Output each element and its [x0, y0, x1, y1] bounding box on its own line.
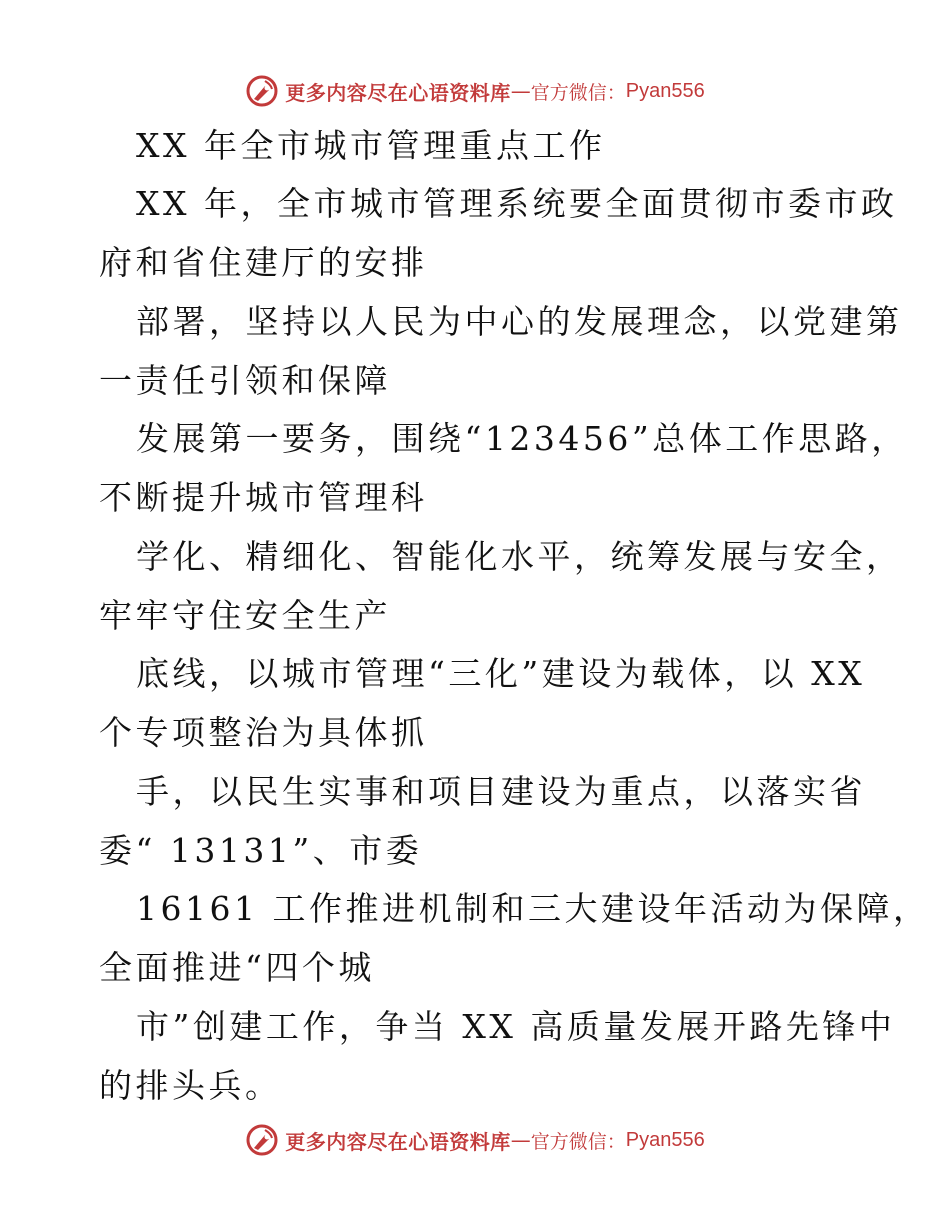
wechat-id: Pyan556: [625, 1128, 705, 1151]
paragraph-line: 的排头兵。: [99, 1066, 282, 1105]
header-banner: [0, 71, 950, 111]
pen-nib-logo-icon: [245, 1123, 279, 1157]
paragraph-line: 全面推进“四个城: [99, 948, 375, 987]
paragraph-line: 16161 工作推进机制和三大建设年活动为保障，: [136, 889, 930, 928]
brand-text: 更多内容尽在心语资料库: [285, 80, 511, 105]
paragraph-line: 手，以民生实事和项目建设为重点，以落实省: [136, 772, 866, 811]
paragraph-line: 发展第一要务，围绕“123456”总体工作思路，: [136, 419, 908, 458]
footer-banner: [0, 1120, 950, 1160]
brand-separator: —: [510, 1128, 531, 1152]
brand-separator: —: [510, 79, 531, 103]
paragraph-line: XX 年，全市城市管理系统要全面贯彻市委市政: [136, 184, 898, 223]
wechat-label: 官方微信：: [530, 1130, 626, 1153]
paragraph-line: 个专项整治为具体抓: [99, 713, 428, 752]
wechat-id: Pyan556: [625, 79, 705, 102]
paragraph-line: 府和省住建厅的安排: [99, 243, 428, 282]
paragraph-line: 委“ 13131”、市委: [99, 831, 423, 870]
paragraph-line: 一责任引领和保障: [99, 361, 391, 400]
document-title: XX 年全市城市管理重点工作: [136, 126, 606, 165]
brand-text: 更多内容尽在心语资料库: [285, 1129, 511, 1154]
paragraph-line: 底线，以城市管理“三化”建设为载体，以 XX: [136, 654, 866, 693]
paragraph-line: 牢牢守住安全生产: [99, 596, 391, 635]
paragraph-line: 市”创建工作，争当 XX 高质量发展开路先锋中: [136, 1007, 896, 1046]
paragraph-line: 学化、精细化、智能化水平，统筹发展与安全，: [136, 537, 903, 576]
pen-nib-logo-icon: [245, 74, 279, 108]
paragraph-line: 部署，坚持以人民为中心的发展理念，以党建第: [136, 302, 903, 341]
paragraph-line: 不断提升城市管理科: [99, 478, 428, 517]
wechat-label: 官方微信：: [530, 81, 626, 104]
